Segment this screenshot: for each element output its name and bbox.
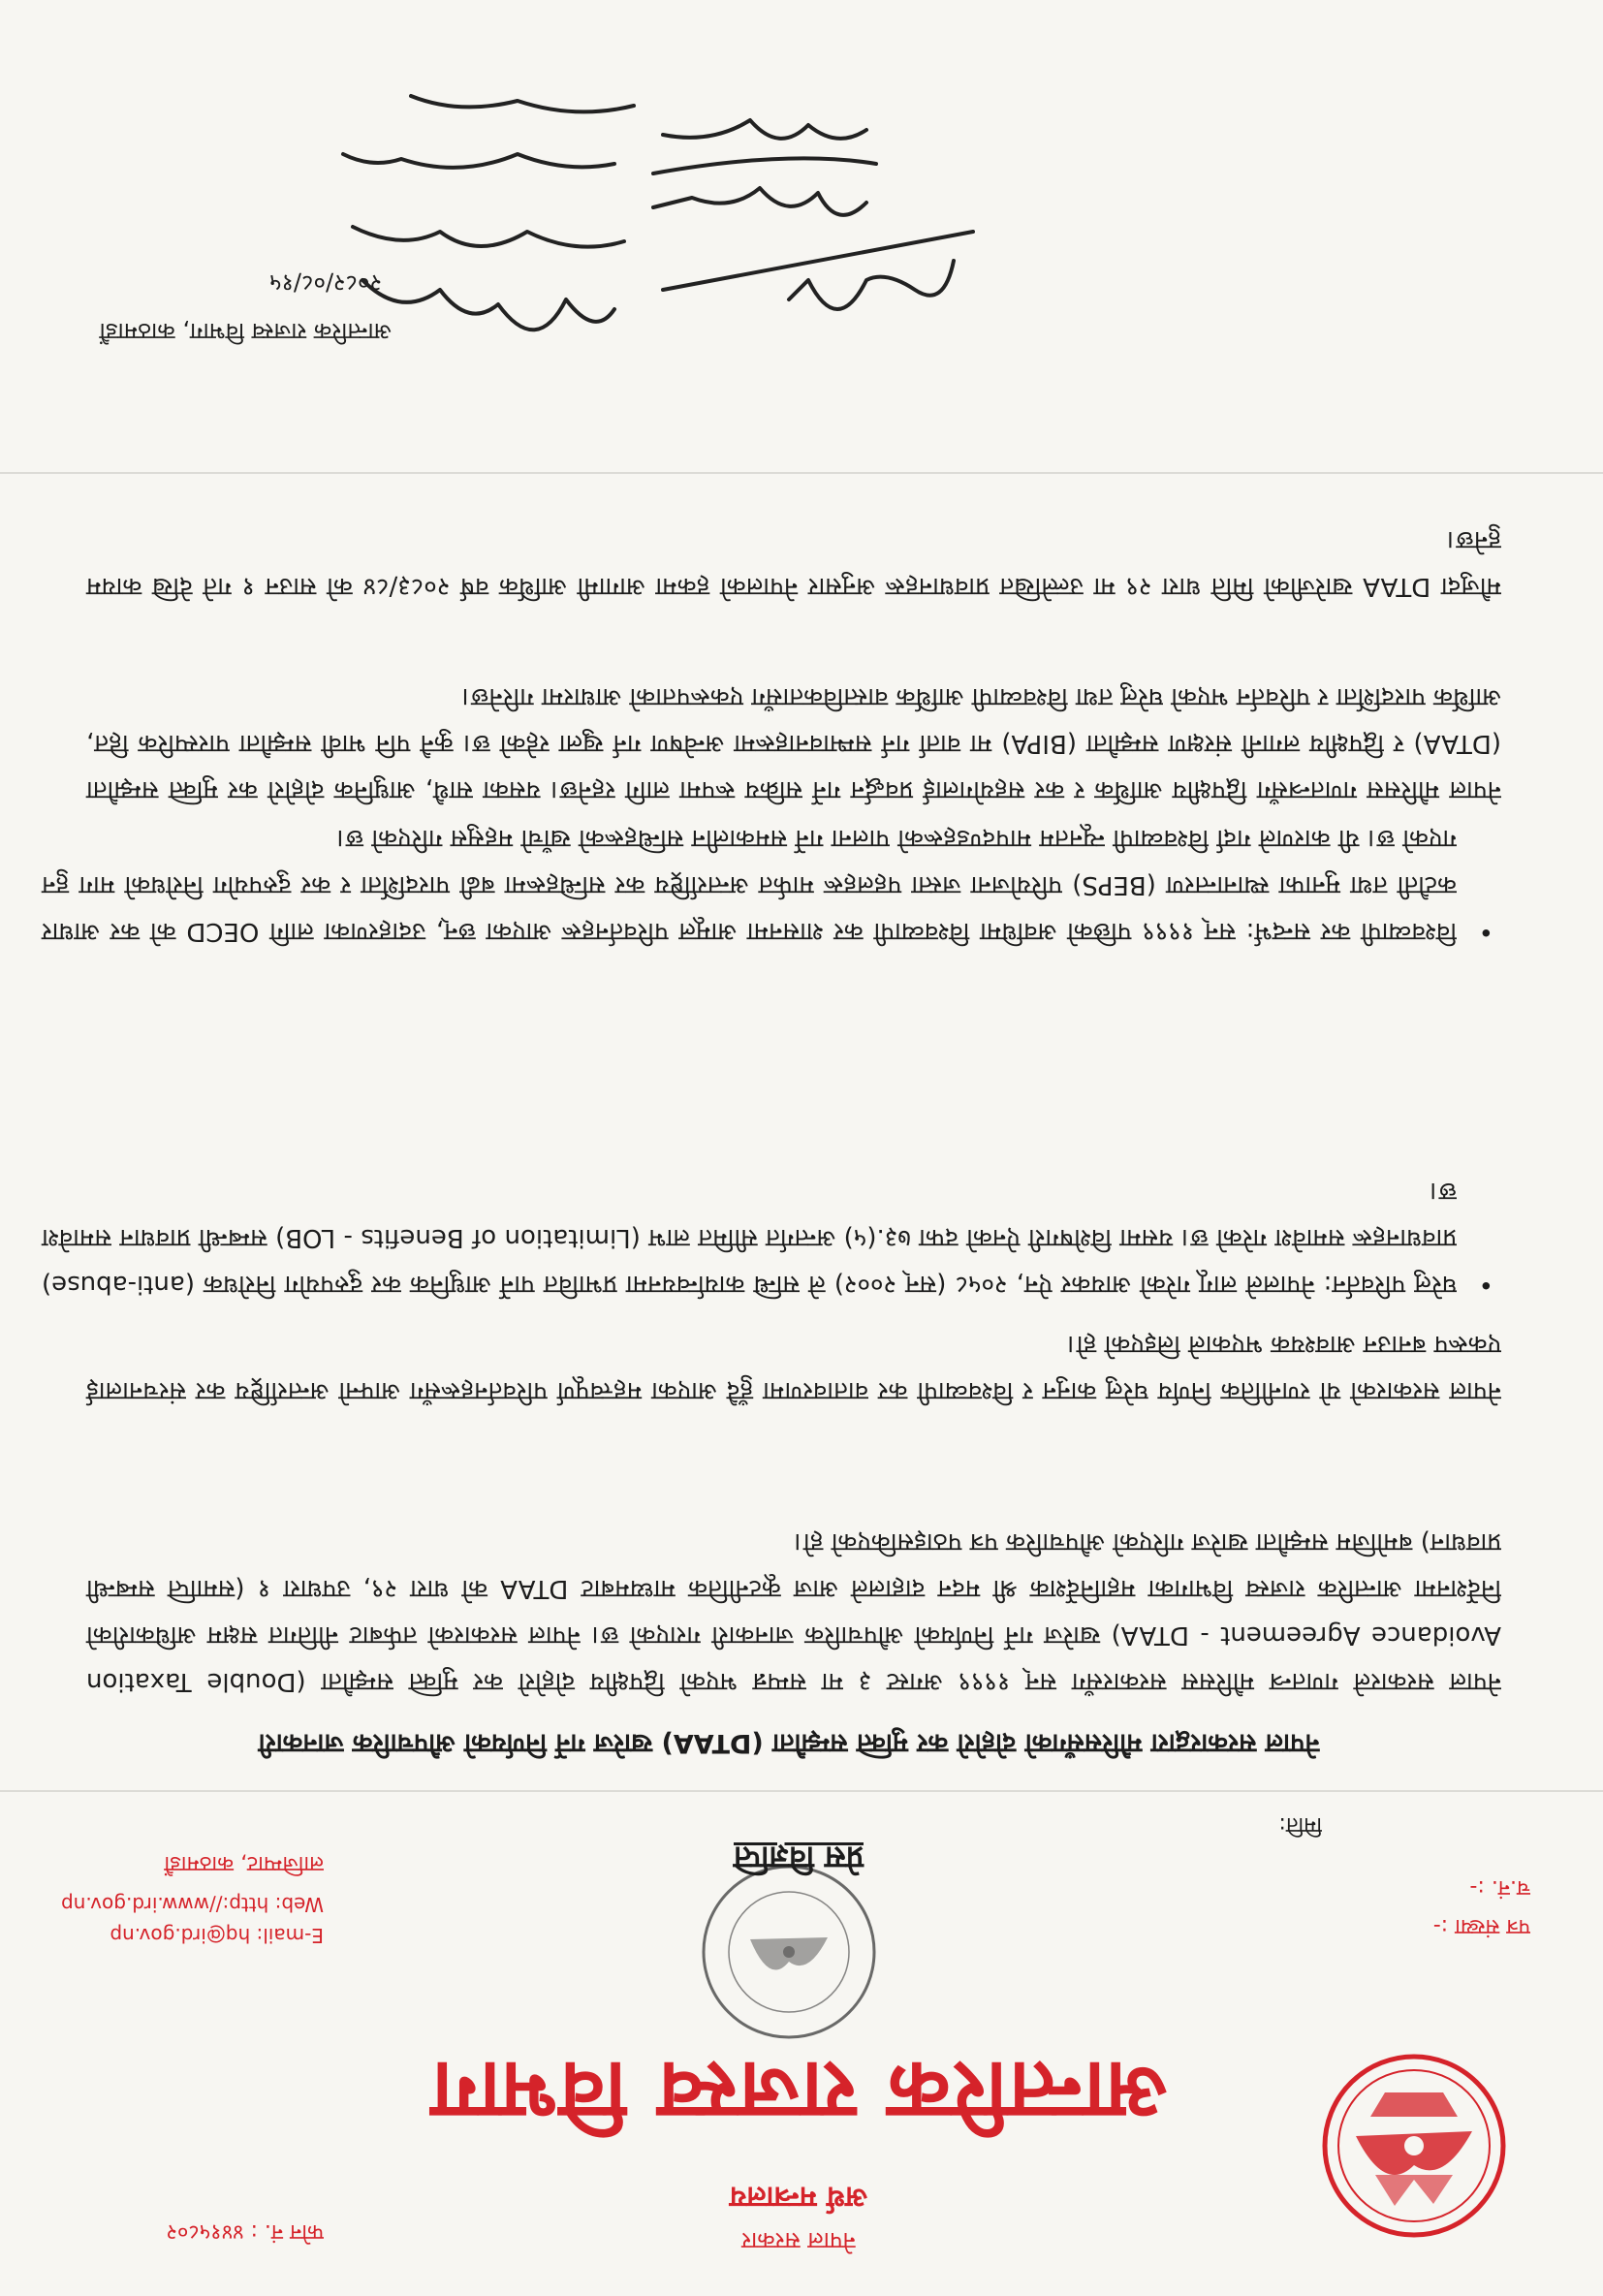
government-name: नेपाल सरकार [741,2227,856,2254]
letter-number-label: पत्र संख्या :- [1432,1914,1530,1938]
reference-number-label: च.नं. :- [1469,1875,1530,1900]
date-label: मिति: [1278,1812,1322,1837]
nepal-emblem-icon [1317,2049,1511,2243]
body-paragraph-4: मौजुदा DTAA खारेजीको मिति धारा २९ मा उल्लेखित प्रावधानहरू अनुसार नेपालको हकमा आगामी आर्थिक वर्ष २०८३/८४ को साउन १ गते देखि कायम हुनेछ। [86,525,1501,601]
department-title: आन्तरिक राजस्व विभाग [429,2044,1168,2139]
press-release-heading: प्रेस विज्ञप्ति [734,1840,864,1876]
handwritten-signature [304,28,983,396]
subject-line: नेपाल सरकारद्वारा मौरिससँगको दोहोरो कर मुक्ति सम्झौता (DTAA) खारेज गर्ने निर्णयको औपचारिक जानकारी [258,1728,1320,1758]
ministry-name: अर्थ मन्त्रालय [729,2180,868,2214]
office-address: लाजिम्पाट, काठमाडौं [164,1851,324,1875]
bullet-point-2: • विश्वव्यापी कर सन्दर्भ: सन् १९९९ पछिको अवधिमा विश्वव्यापी कर शासनमा आमूल परिवर्तनहरू आएका छन्, उदाहरणका लागि OECD को कर आधार कटौती तथा मुनाफा स्थानान्तरण (BEPS) परियोजना जस्ता पहलहरू मार्फत अन्तर्राष्ट्रिय कर सन्धिहरूमा बढी पारदर्शिता र कर दुरुपयोग निरोधको माग हुन गएको छ। यी कारणले गर्दा विश्वव्यापी न्यूनतम मापदण्डहरूको पालना गर्ने समकालीन सन्धिहरूको खाँचो महसुस गरिएको छ। [42,815,1501,955]
issuer-name: आन्तरिक राजस्व विभाग, काठमाडौं [99,318,392,345]
official-stamp-icon [692,1850,886,2054]
body-paragraph-2: नेपाल सरकारको यो रणनीतिक निर्णय घरेलु कानुन र विश्वव्यापी कर वातावरणमा हुँदै आएका महत्त्वपूर्ण परिवर्तनहरूसँग आफ्नो अन्तर्राष्ट्रिय कर संरचनालाई एकरूप बनाउन आवश्यक भएकाले लिइएको हो। [86,1330,1501,1405]
website-address: Web: http://www.ird.gov.np [61,1893,324,1916]
bullet-point-1: • घरेलु परिवर्तन: नेपालले लागू गरेको आयकर ऐन, २०५८ (सन् २००२) ले सन्धि कार्यान्वयनमा प्रभावित पार्ने आधुनिक कर दुरुपयोग निरोधक (anti-abuse) प्रावधानहरू समावेश गरेको छ। यसमा विशेषगरी ऐनको दफा ७३.(५) अन्तर्गत सीमित लाभ (Limitation of Benefits - LOB) सम्बन्धी प्रावधान समावेश छ। [42,1168,1501,1307]
body-paragraph-3: नेपाल मौरिसस गणतन्त्रसँग द्विपक्षीय आर्थिक र कर सहयोगलाई प्रवर्द्धन गर्ने सक्रिय रूपमा लागि रहनेछ। यसका साथै, आधुनिक दोहोरो कर मुक्ति सम्झौता (DTAA) र द्विपक्षीय लगानी संरक्षण सम्झौता (BIPA) मा वार्ता गर्न सम्भावनाहरूमा अन्वेषण गर्न खुला रहेको छ। कुनै पनि भावी सम्झौता पारस्परिक हित, आर्थिक पारदर्शिता र परिवर्तन भएको घरेलु तथा विश्वव्यापी आर्थिक वास्तविकतासँग एकरूपताको आधारमा गरिनेछ। [86,682,1501,804]
issue-date: २०८२/०८/१५ [268,269,382,297]
fold-line [0,472,1603,474]
email-address: E-mail: hq@ird.gov.np [110,1924,324,1947]
body-paragraph-1: नेपाल सरकारले गणतन्त्र मौरिसस सरकारसँग सन् १९९९ अगस्ट ३ मा सम्पन्न भएको द्विपक्षीय दोहोरो कर मुक्ति सम्झौता (Double Taxation Avoidance Agreement - DTAA) खारेज गर्ने निर्णयको औपचारिक जानकारी गराएको छ। नेपाल सरकारको तर्फबाट नीतिगत सक्षम अधिकारीको निर्देशनमा आन्तरिक राजस्व विभागका महानिर्देशक श्री मदन दाहालले आज कूटनीतिक माध्यमबाट DTAA को धारा २९, उपधारा १ (समाप्ति सम्बन्धी प्रावधान) बमोजिम सम्झौता खारेज गरिएको औपचारिक पत्र पठाइसकिएको हो। [86,1527,1501,1696]
phone-number: फोन नं. : ४४१५८०२ [166,2219,324,2244]
fold-line [0,1790,1603,1792]
